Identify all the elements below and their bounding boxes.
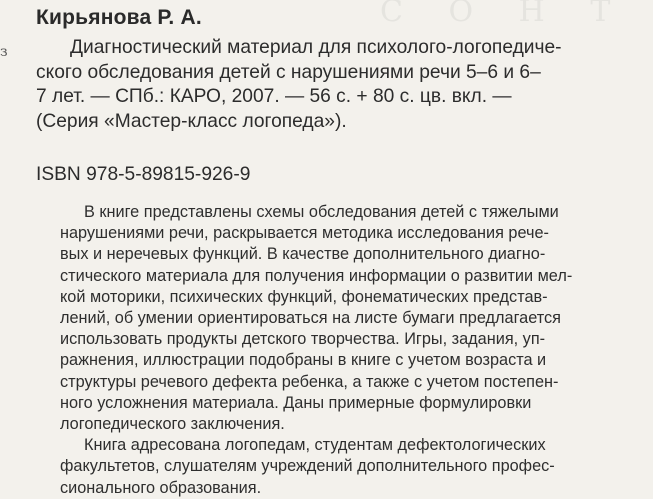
annotation-line: стического материала для получения информации о развитии мел- [60,266,573,285]
annotation-line: ного усложнения материала. Даны примерные формулировки [60,393,532,412]
bleed-through-text: С О Н Т [380,0,629,29]
citation-line: (Серия «Мастер-класс логопеда»). [36,110,347,132]
annotation-line: факультетов, слушателям учреждений дополнительного профес- [60,457,555,476]
annotation-line: сионального образования. [60,478,262,497]
isbn-number: ISBN 978-5-89815-926-9 [36,164,251,185]
annotation-line: кой моторики, психических функций, фонематических представ- [60,287,548,306]
annotation-line: ражнения, иллюстрации подобраны в книге с учетом возраста и [60,351,547,370]
margin-mark: з [0,44,8,60]
citation-line: ского обследования детей с нарушениями речи 5–6 и 6– [36,61,541,83]
author-name: Кирьянова Р. А. [36,6,202,29]
annotation-line: логопедического заключения. [60,415,285,434]
annotation-line: нарушениями речи, раскрывается методика исследования рече- [60,224,549,243]
annotation-line: В книге представлены схемы обследования детей с тяжелыми [84,203,559,221]
annotation-line: вых и неречевых функций. В качестве дополнительного диагно- [60,245,546,264]
annotation-line: использовать продукты детского творчества. Игры, задания, уп- [60,330,546,349]
book-annotation [60,202,620,499]
annotation-line: лений, об умении ориентироваться на листе бумаги предлагается [60,309,561,328]
citation-line: Диагностический материал для психолого-логопедиче- [70,37,562,58]
annotation-line: Книга адресована логопедам, студентам дефектологических [84,436,546,455]
annotation-line: структуры речевого дефекта ребенка, а также с учетом постепен- [60,372,559,391]
bibliographic-citation [36,36,618,134]
citation-line: 7 лет. — СПб.: КАРО, 2007. — 56 с. + 80 с. цв. вкл. — [36,86,512,107]
